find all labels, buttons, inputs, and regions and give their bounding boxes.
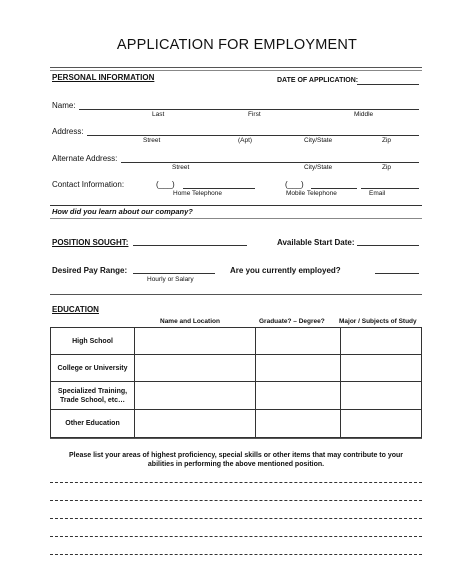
education-bottom-rule — [50, 438, 422, 439]
edu-row-label-line: Other Education — [65, 420, 120, 427]
position-sought-label: POSITION SOUGHT: — [52, 238, 129, 247]
edu-row-label — [51, 355, 135, 382]
edu-cell-major[interactable] — [341, 382, 422, 410]
available-start-date-label: Available Start Date: — [277, 238, 355, 247]
address-sub-street: Street — [143, 137, 161, 144]
personal-bottom-rule — [50, 218, 422, 219]
table-row — [51, 410, 422, 438]
contact-sub-home: Home Telephone — [173, 190, 223, 197]
name-sub-middle: Middle — [354, 111, 374, 118]
address-field[interactable] — [87, 135, 419, 136]
personal-info-heading: PERSONAL INFORMATION — [52, 73, 155, 82]
edu-cell-degree[interactable] — [256, 328, 341, 355]
hear-about-question: How did you learn about our company? — [52, 207, 193, 216]
contact-divider — [50, 205, 422, 206]
skills-prompt-line-1: Please list your areas of highest proficiency, special skills or other items that may contribute to your — [68, 452, 404, 459]
edu-cell-name-location[interactable] — [135, 328, 256, 355]
edu-cell-degree[interactable] — [256, 382, 341, 410]
edu-cell-degree[interactable] — [256, 355, 341, 382]
education-table — [50, 327, 422, 438]
edu-col-name-location: Name and Location — [160, 318, 220, 325]
contact-info-label: Contact Information: — [52, 180, 125, 189]
edu-cell-name-location[interactable] — [135, 410, 256, 438]
edu-cell-name-location[interactable] — [135, 355, 256, 382]
skills-answer-line[interactable] — [50, 518, 422, 519]
table-row — [51, 355, 422, 382]
edu-row-label-line: Trade School, etc… — [60, 396, 125, 404]
alt-address-sub-street: Street — [172, 164, 190, 171]
alt-address-sub-city: City/State — [304, 164, 333, 171]
skills-answer-line[interactable] — [50, 482, 422, 483]
edu-row-label — [51, 382, 135, 410]
edu-cell-major[interactable] — [341, 328, 422, 355]
contact-sub-mobile: Mobile Telephone — [286, 190, 337, 197]
edu-row-label — [51, 328, 135, 355]
edu-cell-degree[interactable] — [256, 410, 341, 438]
email-field[interactable] — [361, 188, 419, 189]
currently-employed-label: Are you currently employed? — [230, 266, 341, 275]
edu-row-label-line: Specialized Training, — [57, 387, 128, 395]
section-top-rule-thin — [50, 70, 422, 71]
edu-cell-name-location[interactable] — [135, 382, 256, 410]
name-label: Name: — [52, 101, 76, 110]
position-bottom-rule — [50, 294, 422, 295]
address-sub-zip: Zip — [382, 137, 392, 144]
desired-pay-label: Desired Pay Range: — [52, 266, 128, 275]
available-start-date-field[interactable] — [357, 245, 419, 246]
home-phone-field[interactable] — [183, 188, 255, 189]
table-row — [51, 328, 422, 355]
skills-answer-line[interactable] — [50, 536, 422, 537]
position-sought-field[interactable] — [133, 245, 247, 246]
name-sub-first: First — [248, 111, 261, 118]
table-row — [51, 382, 422, 410]
edu-cell-major[interactable] — [341, 355, 422, 382]
skills-prompt-line-2: abilities in performing the above mentioned position. — [147, 461, 325, 468]
address-sub-city: City/State — [304, 137, 333, 144]
edu-row-label-line: College or University — [57, 364, 128, 372]
page-title: APPLICATION FOR EMPLOYMENT — [116, 37, 358, 53]
skills-answer-line[interactable] — [50, 554, 422, 555]
home-phone-area-code[interactable]: (___) — [156, 180, 175, 189]
edu-row-label — [51, 410, 135, 438]
name-field[interactable] — [79, 109, 419, 110]
date-of-application-field[interactable] — [357, 84, 419, 85]
name-sub-last: Last — [152, 111, 165, 118]
edu-col-graduate-degree: Graduate? – Degree? — [259, 318, 325, 325]
date-of-application-label: DATE OF APPLICATION: — [277, 77, 359, 84]
skills-prompt — [50, 451, 422, 469]
mobile-phone-field[interactable] — [311, 188, 357, 189]
edu-row-label-line: High School — [72, 337, 113, 345]
alternate-address-field[interactable] — [121, 162, 419, 163]
mobile-phone-area-code[interactable]: (___) — [285, 180, 304, 189]
edu-col-major: Major / Subjects of Study — [339, 318, 417, 325]
alternate-address-label: Alternate Address: — [52, 154, 118, 163]
currently-employed-field[interactable] — [375, 273, 419, 274]
skills-answer-line[interactable] — [50, 500, 422, 501]
section-top-rule — [50, 67, 422, 68]
address-sub-apt: (Apt) — [238, 137, 253, 144]
alt-address-sub-zip: Zip — [382, 164, 392, 171]
desired-pay-field[interactable] — [133, 273, 215, 274]
pay-sub-hourly-salary: Hourly or Salary — [147, 276, 194, 283]
edu-cell-major[interactable] — [341, 410, 422, 438]
address-label: Address: — [52, 127, 84, 136]
education-heading: EDUCATION — [52, 305, 99, 314]
contact-sub-email: Email — [369, 190, 386, 197]
